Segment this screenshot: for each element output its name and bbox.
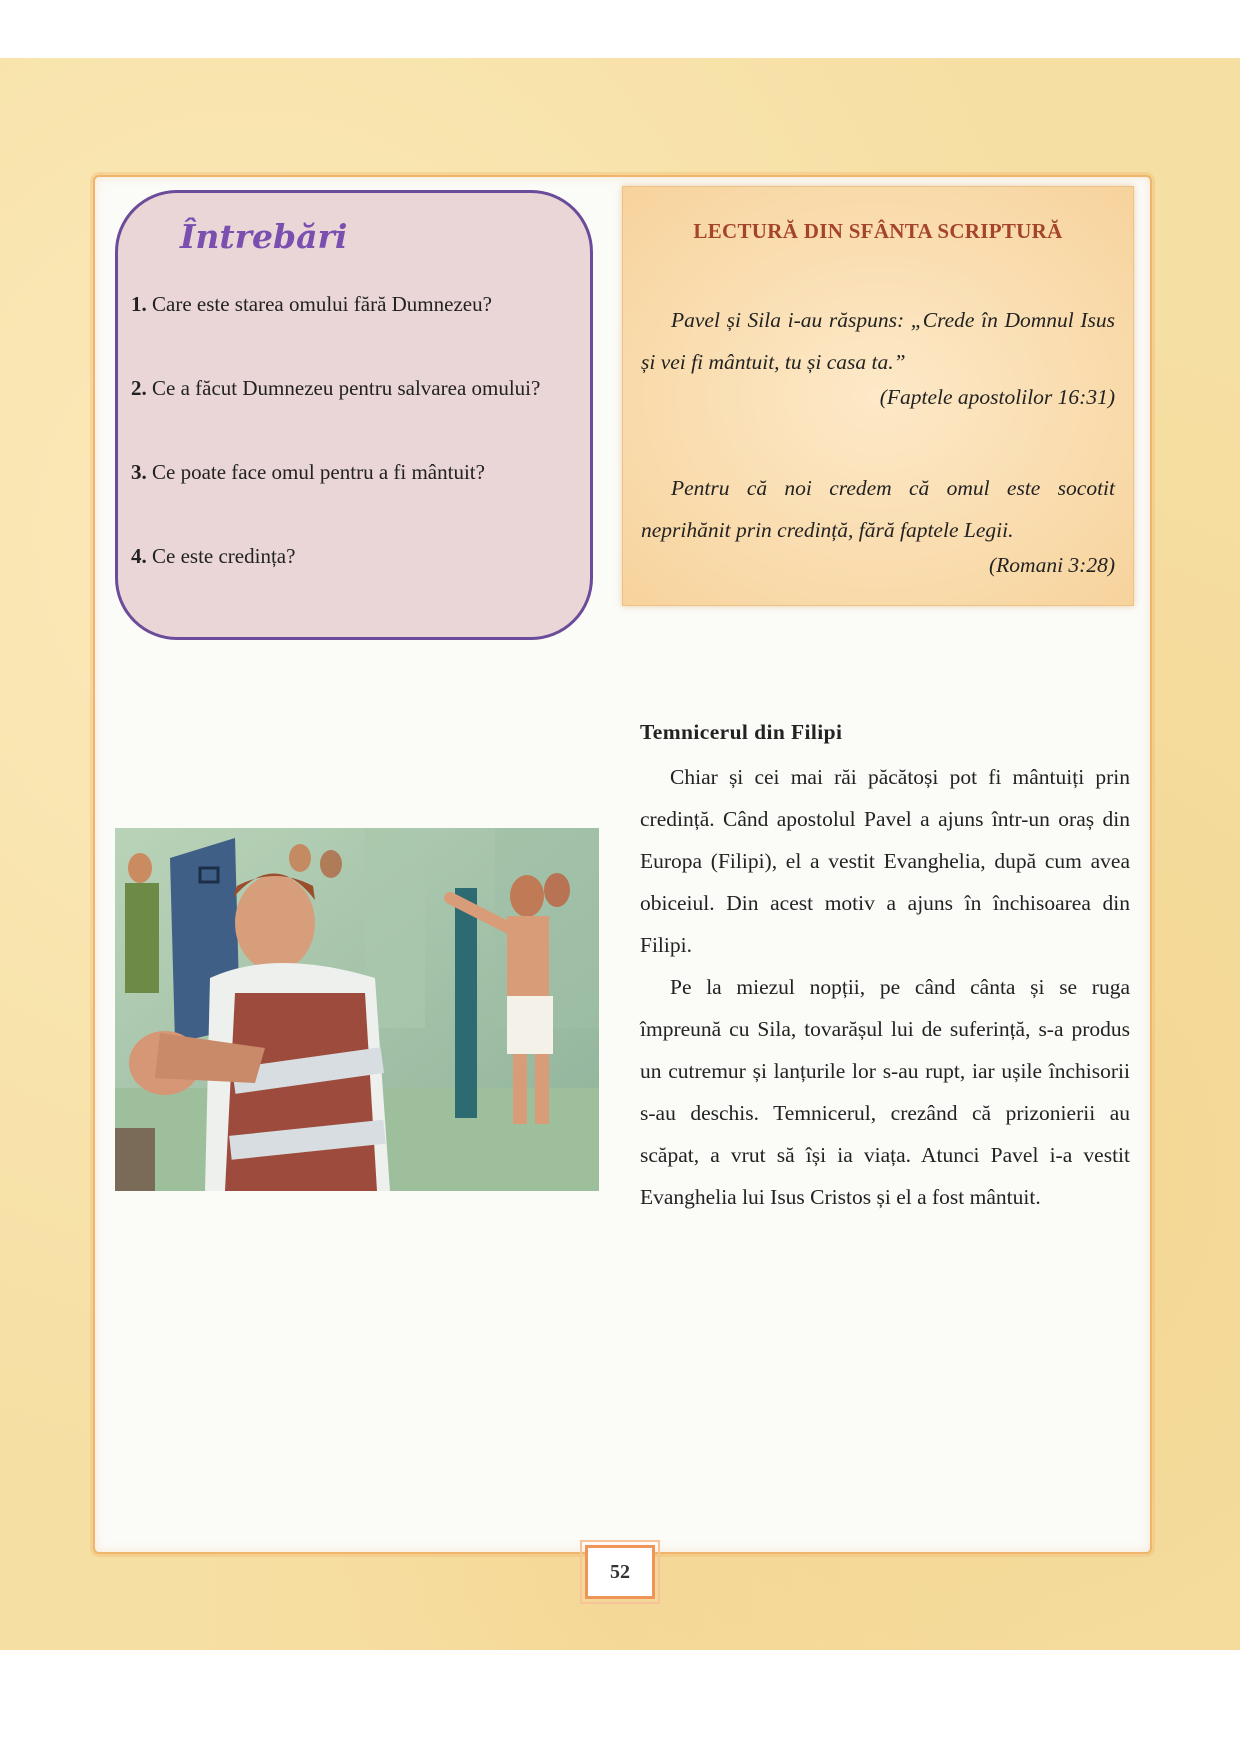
verse-reference: (Faptele apostolilor 16:31) (879, 385, 1115, 409)
question-text: Ce este credința? (152, 544, 296, 568)
story-body (640, 756, 1130, 1218)
verse-text (641, 467, 1115, 551)
questions-list (131, 283, 581, 577)
story-title: Temnicerul din Filipi (640, 720, 843, 744)
story-paragraph: Pe la miezul nopții, pe când cânta și se ruga împreună cu Sila, tovarășul lui de suferință, s-a produs un cutremur și lanțurile lor s-au rupt, iar ușile închisorii s-au deschis. Temnicerul, crezând că prizonierii au scăpat, a vrut să își ia viața. Atunci Pavel i-a vestit Evanghelia lui Isus Cristos și el a fost mântuit. (640, 975, 1130, 1209)
verse-text-content: Pavel și Sila i-au răspuns: „Crede în Domnul Isus și vei fi mântuit, tu și casa ta.” (641, 308, 1115, 374)
page-number-badge (585, 1545, 655, 1599)
scripture-reading-box (622, 186, 1134, 606)
verse-reference: (Romani 3:28) (989, 553, 1115, 577)
page-number: 52 (610, 1560, 630, 1583)
verse-text-content: Pentru că noi credem că omul este socotit neprihănit prin credință, fără faptele Legii. (641, 476, 1115, 542)
jailer-illustration (115, 828, 599, 1191)
question-text: Ce a făcut Dumnezeu pentru salvarea omului? (152, 376, 541, 400)
question-item (131, 367, 581, 409)
questions-title: Întrebări (180, 217, 348, 256)
question-text: Ce poate face omul pentru a fi mântuit? (152, 460, 485, 484)
question-number: 3. (131, 460, 147, 484)
story-paragraph: Chiar și cei mai răi păcătoși pot fi mântuiți prin credință. Când apostolul Pavel a ajuns într-un oraș din Europa (Filipi), el a vestit Evanghelia, după cum avea obiceiul. Din acest motiv a ajuns în închisoarea din Filipi. (640, 765, 1130, 957)
question-number: 4. (131, 544, 147, 568)
question-text: Care este starea omului fără Dumnezeu? (152, 292, 492, 316)
question-number: 1. (131, 292, 147, 316)
question-item (131, 535, 581, 577)
questions-box (115, 190, 593, 640)
question-item (131, 283, 581, 325)
verse-text (641, 299, 1115, 383)
question-number: 2. (131, 376, 147, 400)
question-item (131, 451, 581, 493)
reading-title: LECTURĂ DIN SFÂNTA SCRIPTURĂ (693, 219, 1063, 243)
